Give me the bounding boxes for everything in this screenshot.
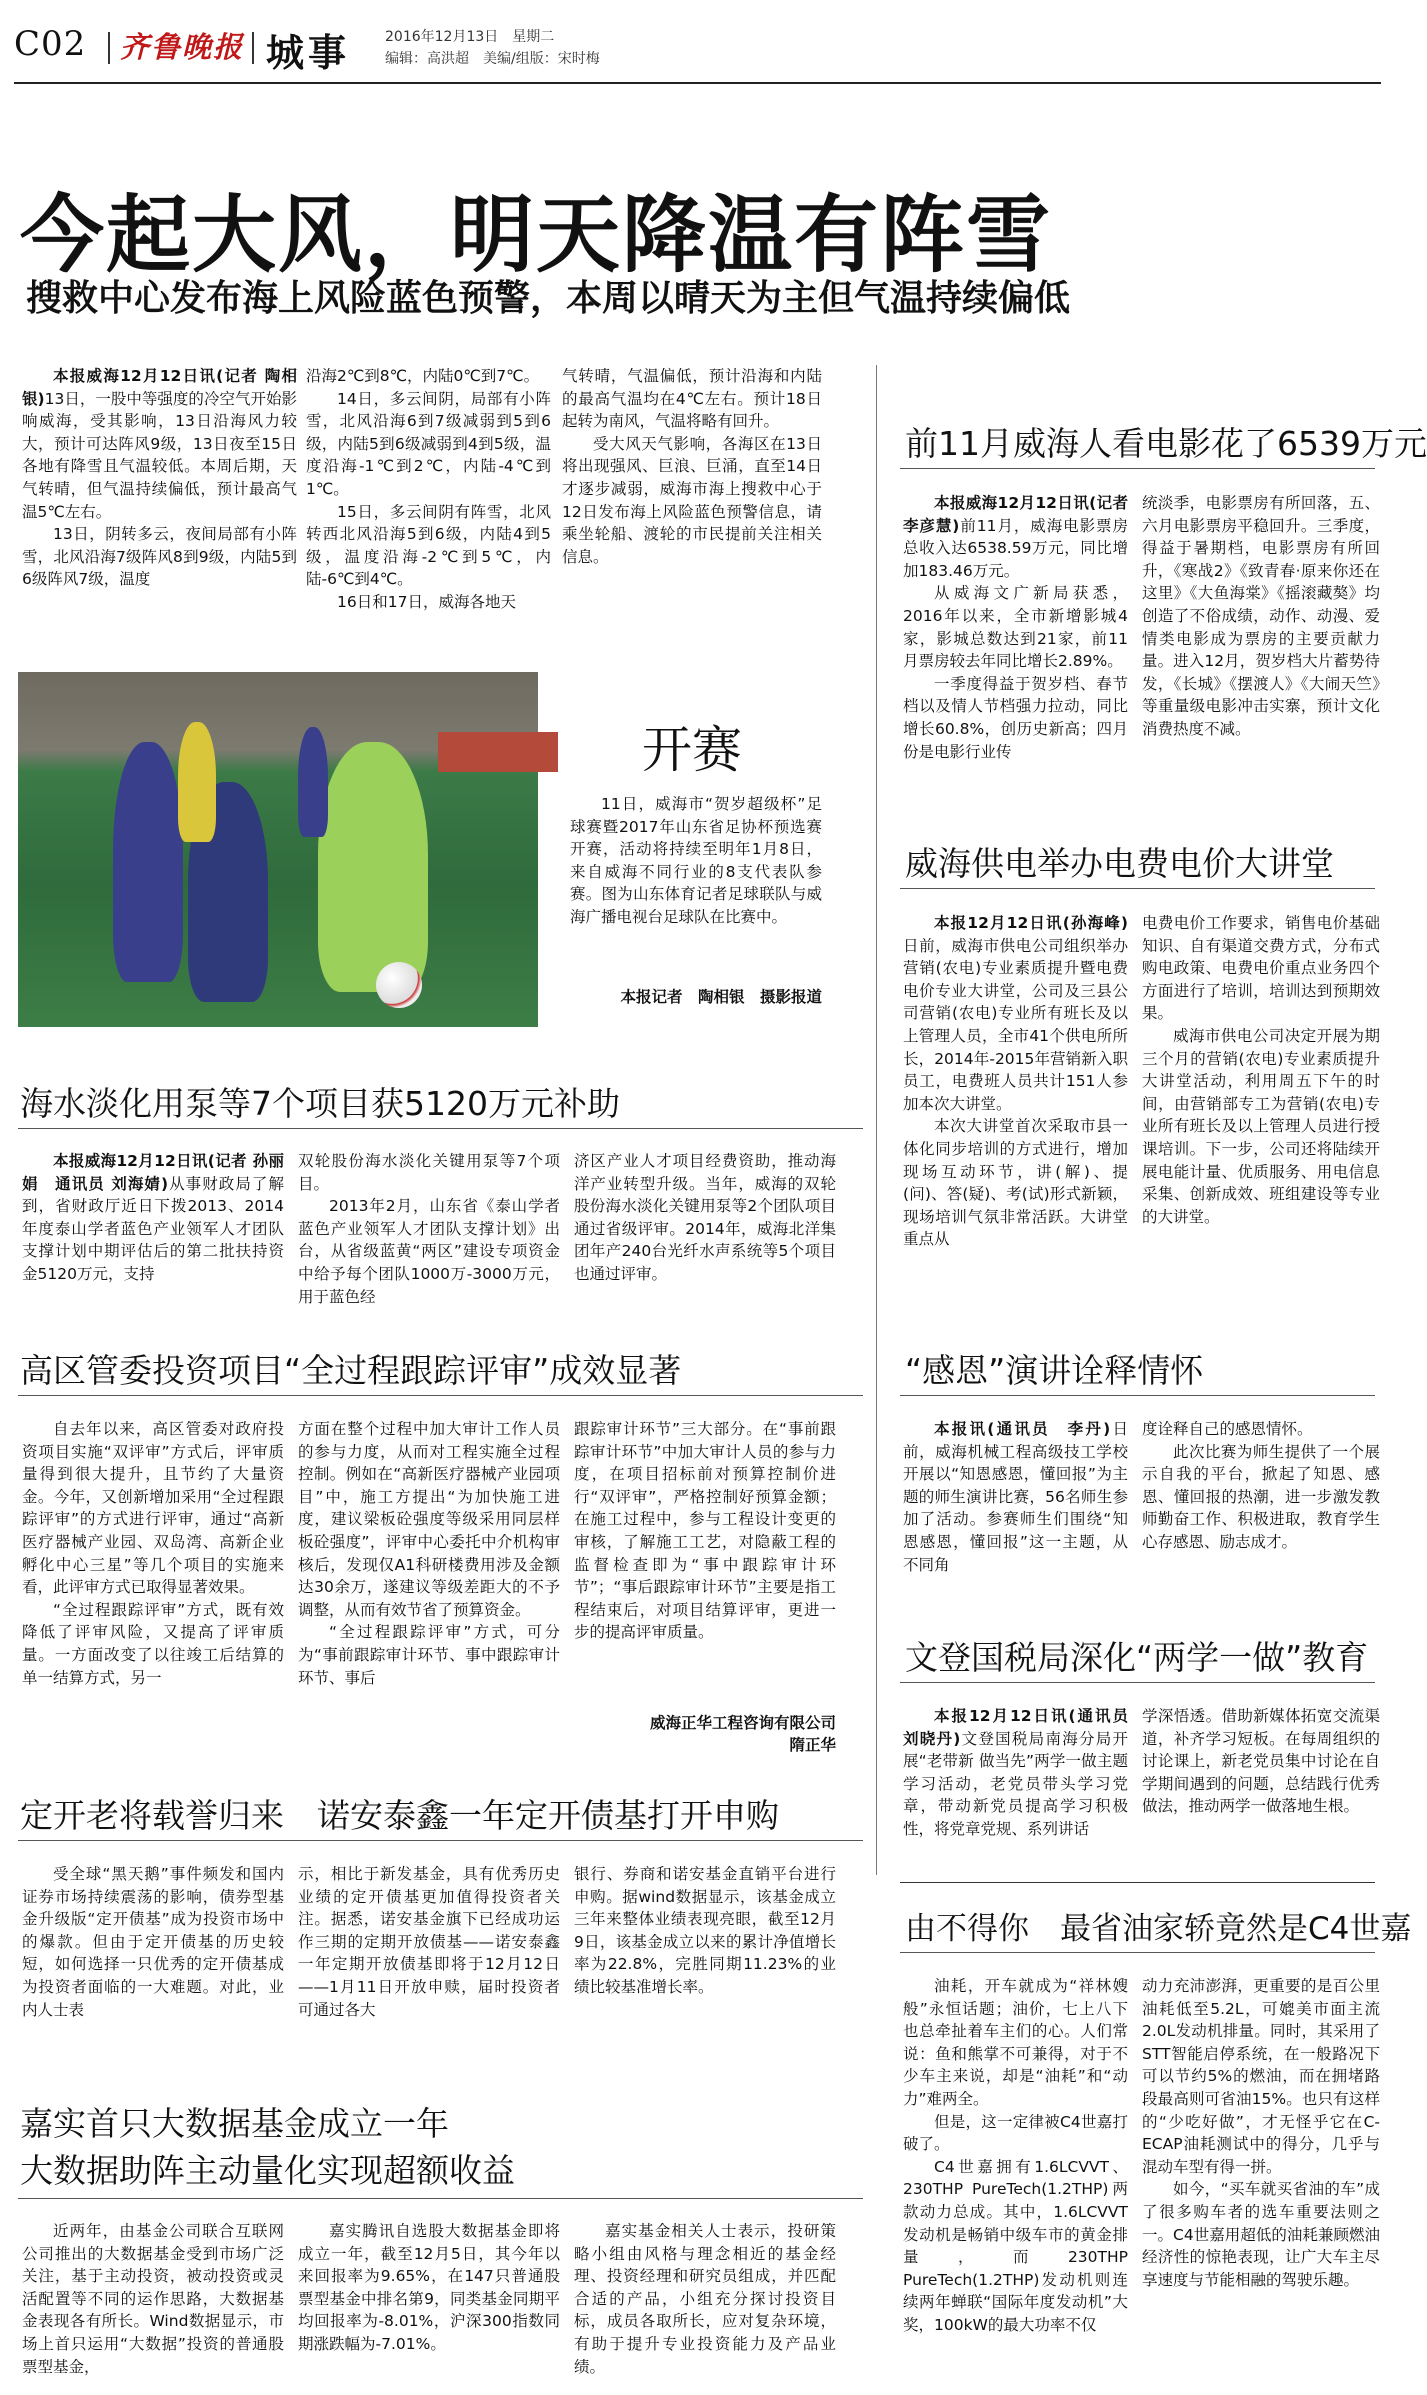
column-divider xyxy=(876,365,877,1875)
credit-org: 威海正华工程咨询有限公司 xyxy=(649,1714,836,1732)
paragraph: 统淡季，电影票房有所回落，五、六月电影票房平稳回升。三季度，得益于暑期档，电影票房有所回升，《寒战2》《致青春·原来你还在这里》《大鱼海棠》《摇滚藏獒》均创造了不俗成绩，动作、动漫、爱情类电影成为票房的主要贡献力量。进入12月，贺岁档大片蓄势待发，《长城》《摆渡人》《大闹天竺》等重量级电影冲击实寨，预计文化消费热度不减。 xyxy=(1142,494,1380,738)
paragraph: 近两年，由基金公司联合互联网公司推出的大数据基金受到市场广泛关注，基于主动投资，被动投资或灵活配置等不同的运作思路，大数据基金表现各有所长。Wind数据显示，市场上首只运用“大数据”投资的普通股票型基金， xyxy=(22,2222,284,2376)
paragraph: 16日和17日，威海各地天 xyxy=(337,592,516,611)
byline: 本报讯(通讯员 李丹) xyxy=(934,1420,1111,1438)
header-divider xyxy=(252,32,254,64)
header-divider xyxy=(108,32,110,64)
paragraph: 此次比赛为师生提供了一个展示自我的平台，掀起了知恩、感恩、懂回报的热潮，进一步激发教师勤奋工作、积极进取，教育学生心存感恩、励志成才。 xyxy=(1142,1442,1380,1551)
paragraph: 15日，多云间阴有阵雪，北风转西北风沿海5到6级，内陆4到5级，温度沿海-2℃到5℃，内陆-6℃到4℃。 xyxy=(306,502,551,589)
section-rule xyxy=(900,1952,1375,1953)
issue-date: 2016年12月13日 星期二 xyxy=(385,29,555,45)
editor-credits: 编辑：高洪超 美编/组版：宋时梅 xyxy=(385,51,600,67)
fund1-col3 xyxy=(574,1863,836,2073)
paragraph: 油耗，开车就成为“祥林嫂般”永恒话题；油价，七上八下也总牵扯着车主们的心。人们常说：鱼和熊掌不可兼得，对于不少车主来说，却是“油耗”和“动力”难两全。 xyxy=(903,1977,1128,2108)
paragraph: 嘉实腾讯自选股大数据基金即将成立一年，截至12月5日，其今年以来回报率为9.65%，在147只普通股票型基金中排名第9，同类基金同期平均回报率为-8.01%，沪深300指数同期涨跌幅为-7.01%。 xyxy=(298,2222,560,2353)
fund1-col2 xyxy=(298,1863,560,2073)
paragraph: “全过程跟踪评审”方式，既有效降低了评审风险，又提高了评审质量。一方面改变了以往竣工后结算的单一结算方式，另一 xyxy=(22,1600,284,1687)
car-title: 由不得你 最省油家轿竟然是C4世嘉 xyxy=(905,1911,1412,1947)
main-subheadline: 搜救中心发布海上风险蓝色预警，本周以晴天为主但气温持续偏低 xyxy=(26,278,1071,319)
paragraph: 度诠释自己的感恩情怀。 xyxy=(1142,1420,1313,1438)
paragraph: 气转晴，气温偏低，预计沿海和内陆的最高气温均在4℃左右。预计18日起转为南风，气温将略有回升。 xyxy=(562,367,822,431)
paragraph: 14日，多云间阴，局部有小阵雪，北风沿海6到7级减弱到5到6级，内陆5到6级减弱到4到5级，温度沿海-1℃到2℃，内陆-4℃到1℃。 xyxy=(306,389,551,498)
power-title: 威海供电举办电费电价大讲堂 xyxy=(905,844,1334,883)
paragraph: 银行、券商和诺安基金直销平台进行申购。据wind数据显示，该基金成立三年来整体业绩表现亮眼，截至12月9日，该基金成立以来的累计净值增长率为22.8%，完胜同期11.23%的业绩比较基准增长率。 xyxy=(574,1865,836,1996)
tax-title: 文登国税局深化“两学一做”教育 xyxy=(905,1638,1369,1677)
byline: 本报威海12月12日讯(记者 陶相银) xyxy=(22,367,297,408)
section-rule xyxy=(18,1840,863,1841)
section-rule xyxy=(18,2198,863,2199)
fund2-title-line2: 大数据助阵主动量化实现超额收益 xyxy=(20,2151,515,2190)
paragraph: 前11月，威海电影票房总收入达6538.59万元，同比增加183.46万元。 xyxy=(903,516,1128,580)
desal-col3 xyxy=(574,1150,836,1310)
player-figure xyxy=(113,742,183,982)
paragraph: 双轮股份海水淡化关键用泵等7个项目。 xyxy=(298,1152,560,1193)
photo-story-title: 开赛 xyxy=(642,721,742,779)
desal-title: 海水淡化用泵等7个项目获5120万元补助 xyxy=(20,1084,620,1123)
section-rule xyxy=(900,1395,1375,1396)
photo-credit: 本报记者 陶相银 摄影报道 xyxy=(620,988,822,1006)
paragraph: 方面在整个过程中加大审计工作人员的参与力度，从而对工程实施全过程控制。例如在“高新医疗器械产业园项目”中，施工方提出“为加快施工进度，建议梁板砼强度等级采用同层样板砼强度”，评审中心委托中介机构审核后，发现仅A1科研楼费用涉及金额达30余万，遂建议等级差距大的不予调整，从而有效节省了预算资金。 xyxy=(298,1420,560,1619)
movie-title: 前11月威海人看电影花了6539万元 xyxy=(905,424,1427,463)
photo-track xyxy=(438,732,558,772)
paragraph: C4世嘉拥有1.6LCVVT、230THP PureTech(1.2THP)两款动力总成。其中，1.6LCVVT发动机是畅销中级车市的黄金排量，而230THP PureTech(1.2THP)发动机则连续两年蝉联“国际年度发动机”大奖，100kW的最大功率不仅 xyxy=(903,2157,1128,2334)
football-photo xyxy=(18,672,538,1027)
paragraph: 13日，阴转多云，夜间局部有小阵雪，北风沿海7级阵风8到9级，内陆5到6级阵风7级，温度 xyxy=(22,525,297,589)
section-rule xyxy=(900,1882,1375,1883)
section-name: 城事 xyxy=(266,31,351,75)
byline: 本报12月12日讯(通讯员 刘晓丹) xyxy=(903,1707,1144,1748)
movie-col2 xyxy=(1142,492,1380,802)
paragraph: 示，相比于新发基金，具有优秀历史业绩的定开债基更加值得投资者关注。据悉，诺安基金旗下已经成功运作三期的定期开放债基——诺安泰鑫一年定期开放债基即将于12月12日——1月11日开放申赎，届时投资者可通过各大 xyxy=(298,1865,560,2019)
power-col2 xyxy=(1142,912,1380,1312)
gaoqu-col2 xyxy=(298,1418,560,1763)
main-article-col1 xyxy=(22,365,297,610)
section-rule xyxy=(18,1395,863,1396)
paragraph: “全过程跟踪评审”方式，可分为“事前跟踪审计环节、事中跟踪审计环节、事后 xyxy=(298,1623,560,1687)
section-rule xyxy=(900,1682,1375,1683)
tax-col2 xyxy=(1142,1705,1380,1865)
power-col1 xyxy=(903,912,1128,1312)
player-figure xyxy=(178,722,216,842)
section-rule xyxy=(900,888,1375,889)
photo-story-body xyxy=(570,793,822,978)
desal-col2 xyxy=(298,1150,560,1310)
paragraph: 日前，威海市供电公司组织举办营销(农电)专业素质提升暨电费电价专业大讲堂，公司及三县公司营销(农电)专业所有班长及以上管理人员，全市41个供电所所长，2014年-2015年营销新入职员工，电费班人员共计151人参加本次大讲堂。 xyxy=(903,936,1128,1113)
football xyxy=(376,962,422,1008)
byline: 本报威海12月12日讯(记者 孙丽娟 通讯员 刘海婧) xyxy=(22,1152,284,1193)
paragraph: 13日，一股中等强度的冷空气开始影响威海，受其影响，13日沿海风力较大，预计可达阵风9级，13日夜至15日各地有降雪且气温较低。本周后期，天气转晴，但气温持续偏低，预计最高气温5℃左右。 xyxy=(22,389,297,521)
paragraph: 但是，这一定律被C4世嘉打破了。 xyxy=(903,2112,1128,2154)
section-rule xyxy=(18,1128,863,1129)
page-number: C02 xyxy=(14,24,87,64)
paragraph: 动力充沛澎湃，更重要的是百公里油耗低至5.2L，可媲美市面主流2.0L发动机排量。同时，其采用了STT智能启停系统，在一般路况下可以节约5%的燃油，而在拥堵路段最高则可省油15%。也只有这样的“少吃好做”，才无怪乎它在C-ECAP油耗测试中的得分，几乎与混动车型有得一拼。 xyxy=(1142,1977,1380,2176)
paragraph: 跟踪审计环节”三大部分。在“事前跟踪审计环节”中加大审计人员的参与力度，在项目招标前对预算控制价进行“双评审”，严格控制好预算金额；在施工过程中，参与工程设计变更的审核，了解施工工艺，对隐蔽工程的监督检查即为“事中跟踪审计环节”；“事后跟踪审计环节”主要是指工程结束后，对项目结算评审，更进一步的提高评审质量。 xyxy=(574,1420,836,1642)
paper-logo: 齐鲁晚报 xyxy=(120,30,245,64)
fund2-col2 xyxy=(298,2220,560,2390)
thanks-col2 xyxy=(1142,1418,1380,1603)
fund2-col3 xyxy=(574,2220,836,2390)
gaoqu-col1 xyxy=(22,1418,284,1763)
paragraph: 文登国税局南海分局开展“老带新 做当先”两学一做主题学习活动，老党员带头学习党章，带动新党员提高学习积极性，将党章党规、系列讲话 xyxy=(903,1729,1128,1838)
paragraph: 济区产业人才项目经费资助，推动海洋产业转型升级。当年，威海的双轮股份海水淡化关键用泵等2个团队项目通过省级评审。2014年，威海北洋集团年产240台光纤水声系统等5个项目也通过评审。 xyxy=(574,1152,836,1283)
byline: 本报12月12日讯(孙海峰) xyxy=(934,914,1128,932)
paragraph: 如今，“买车就买省油的车”成了很多购车者的选车重要法则之一。C4世嘉用超低的油耗兼顾燃油经济性的惊艳表现，让广大车主尽享速度与节能相融的驾驶乐趣。 xyxy=(1142,2180,1380,2289)
header-rule xyxy=(14,82,1381,84)
gaoqu-credit xyxy=(574,1712,836,1756)
paragraph: 2013年2月，山东省《泰山学者蓝色产业领军人才团队支撑计划》出台，从省级蓝黄“两区”建设专项资金中给予每个团队1000万-3000万元，用于蓝色经 xyxy=(298,1197,560,1306)
tax-col1 xyxy=(903,1705,1144,1865)
fund2-col1 xyxy=(22,2220,284,2390)
movie-col1 xyxy=(903,492,1128,802)
paragraph: 本次大讲堂首次采取市县一体化同步培训的方式进行，增加现场互动环节，讲(解)、提(问)、答(疑)、考(试)形式新颖，现场培训气氛非常活跃。大讲堂重点从 xyxy=(903,1117,1128,1249)
paragraph: 从威海文广新局获悉，2016年以来，全市新增影城4家，影城总数达到21家，前11月票房较去年同比增长2.89%。 xyxy=(903,584,1128,671)
desal-col1 xyxy=(22,1150,284,1310)
paragraph: 受全球“黑天鹅”事件频发和国内证券市场持续震荡的影响，债券型基金升级版“定开债基”成为投资市场中的爆款。但由于定开债基的历史较短，如何选择一只优秀的定开债基成为投资者面临的一大难题。对此，业内人士表 xyxy=(22,1865,284,2019)
paragraph: 威海市供电公司决定开展为期三个月的营销(农电)专业素质提升大讲堂活动，利用周五下午的时间，由营销部专工为营销(农电)专业所有班长及以上管理人员进行授课培训。下一步，公司还将陆续开展电能计量、优质服务、用电信息采集、创新成效、班组建设等专业的大讲堂。 xyxy=(1142,1026,1380,1226)
paragraph: 受大风天气影响，各海区在13日将出现强风、巨浪、巨涌，直至14日才逐步减弱，威海市海上搜救中心于12日发布海上风险蓝色预警信息，请乘坐轮船、渡轮的市民提前关注相关信息。 xyxy=(562,434,822,566)
main-article-col2 xyxy=(306,365,551,610)
paragraph: 从事财政局了解到，省财政厅近日下拨2013、2014年度泰山学者蓝色产业领军人才团队支撑计划中期评估后的第二批扶持资金5120万元，支持 xyxy=(22,1174,284,1283)
main-headline: 今起大风，明天降温有阵雪 xyxy=(20,186,1053,284)
paragraph: 日前，威海机械工程高级技工学校开展以“知恩感恩，懂回报”为主题的师生演讲比赛，56名师生参加了活动。参赛师生们围绕“知恩感恩，懂回报”这一主题，从不同角 xyxy=(903,1420,1128,1574)
paragraph: 一季度得益于贺岁档、春节档以及情人节档强力拉动，同比增长60.8%，创历史新高；四月份是电影行业传 xyxy=(903,674,1128,761)
car-col1 xyxy=(903,1975,1128,2385)
byline: 本报威海12月12日讯(记者 李彦慧) xyxy=(903,494,1128,535)
credit-name: 隋正华 xyxy=(789,1736,836,1754)
thanks-col1 xyxy=(903,1418,1128,1603)
player-figure xyxy=(318,742,428,992)
player-figure xyxy=(298,727,328,837)
gaoqu-col3 xyxy=(574,1418,836,1708)
fund2-title-line1: 嘉实首只大数据基金成立一年 xyxy=(20,2104,449,2143)
gaoqu-title: 高区管委投资项目“全过程跟踪评审”成效显著 xyxy=(20,1351,682,1390)
paragraph: 11日，威海市“贺岁超级杯”足球赛暨2017年山东省足协杯预选赛开赛，活动将持续至明年1月8日，来自威海不同行业的8支代表队参赛。图为山东体育记者足球联队与威海广播电视台足球队在比赛中。 xyxy=(570,795,822,926)
paragraph: 自去年以来，高区管委对政府投资项目实施“双评审”方式后，评审质量得到很大提升，且节约了大量资金。今年，又创新增加采用“全过程跟踪评审”的方式进行评审，通过“高新医疗器械产业园、双岛湾、高新企业孵化中心三星”等几个项目的实施来看，此评审方式已取得显著效果。 xyxy=(22,1420,284,1597)
section-rule xyxy=(900,468,1375,469)
paragraph: 电费电价工作要求，销售电价基础知识、自有渠道交费方式，分布式购电政策、电费电价重点业务四个方面进行了培训，培训达到预期效果。 xyxy=(1142,914,1380,1023)
paragraph: 学深悟透。借助新媒体拓宽交流渠道，补齐学习短板。在每周组织的讨论课上，新老党员集中讨论在自学期间遇到的问题，总结践行优秀做法，推动两学一做落地生根。 xyxy=(1142,1707,1380,1816)
car-col2 xyxy=(1142,1975,1380,2385)
paragraph: 沿海2℃到8℃，内陆0℃到7℃。 xyxy=(306,367,540,385)
fund1-col1 xyxy=(22,1863,284,2073)
main-article-col3 xyxy=(562,365,822,610)
fund1-title: 定开老将载誉归来 诺安泰鑫一年定开债基打开申购 xyxy=(20,1796,779,1835)
paragraph: 嘉实基金相关人士表示，投研策略小组由风格与理念相近的基金经理、投资经理和研究员组成，并匹配合适的产品，小组充分探讨投资目标，成员各取所长，应对复杂环境，有助于提升专业投资能力及产品业绩。 xyxy=(574,2222,836,2376)
thanks-title: “感恩”演讲诠释情怀 xyxy=(905,1351,1204,1390)
